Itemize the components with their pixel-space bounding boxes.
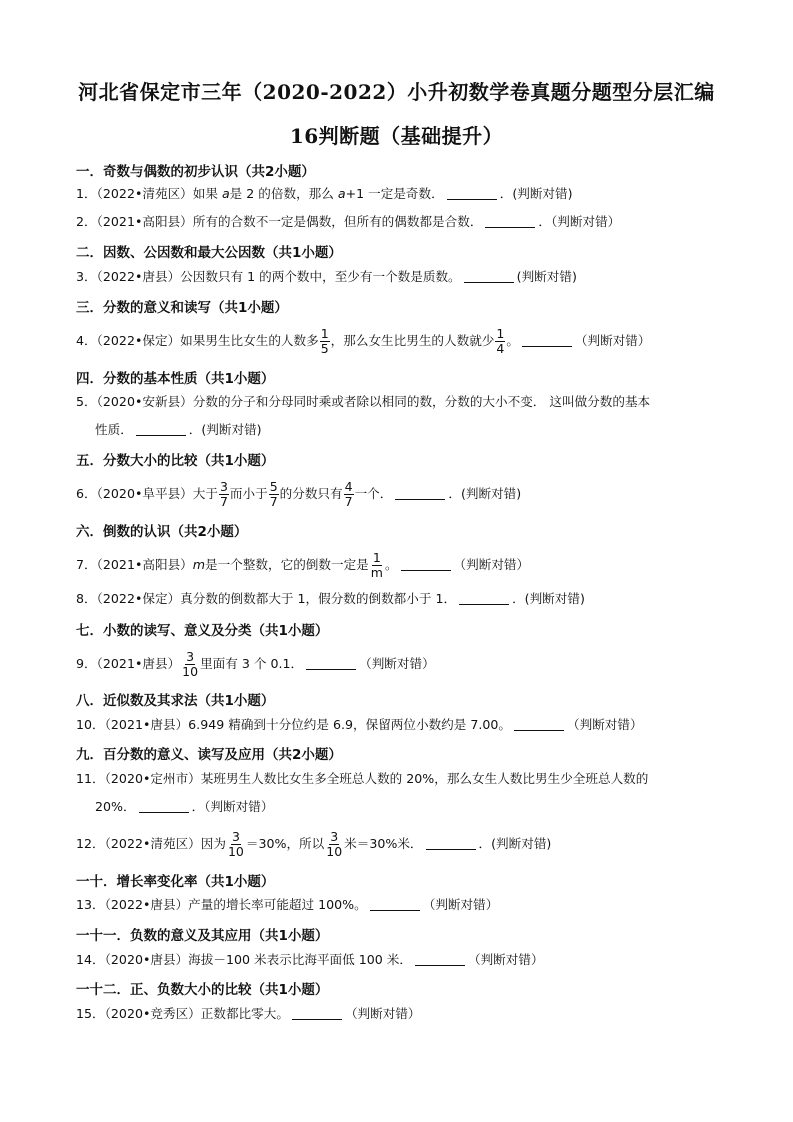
question-6: 6．（2020•阜平县）大于 $\frac{3}{7}$ 而小于 $\frac{5}{7}$ 的分数只有 $\frac{4}{7}$ 一个． ．(判断对错) [76,479,522,509]
page-title: 河北省保定市三年（2020-2022）小升初数学卷真题分题型分层汇编 [78,80,715,104]
fraction: $\frac{3}{10}$ [326,829,343,859]
fraction: $\frac{3}{10}$ [227,829,244,859]
section-heading: 一十一．负数的意义及其应用（共1小题） [76,928,329,944]
section-heading: 三．分数的意义和读写（共1小题） [76,300,288,316]
answer-blank[interactable] [522,332,572,347]
answer-blank[interactable] [401,556,451,571]
fraction: $\frac{4}{7}$ [344,479,353,509]
answer-blank[interactable] [370,896,420,911]
section-heading: 二．因数、公因数和最大公因数（共1小题） [76,245,342,261]
question-5-continued: 性质． ．(判断对错) [95,422,262,437]
fraction: $\frac{3}{10}$ [182,649,199,679]
fraction: $\frac{5}{7}$ [269,479,278,509]
section-heading: 八．近似数及其求法（共1小题） [76,693,275,709]
answer-blank[interactable] [306,655,356,670]
section-heading: 一十二．正、负数大小的比较（共1小题） [76,982,329,998]
fraction: $\frac{1}{5}$ [320,326,329,356]
question-13: 13．（2022•唐县）产量的增长率可能超过 100%。 （判断对错） [76,897,499,912]
fraction: $\frac{1}{m}$ [370,550,383,580]
answer-blank[interactable] [447,185,497,200]
answer-blank[interactable] [136,421,186,436]
answer-blank[interactable] [459,590,509,605]
answer-blank[interactable] [292,1005,342,1020]
section-heading: 一十．增长率变化率（共1小题） [76,874,275,890]
answer-blank[interactable] [139,798,189,813]
question-9: 9．（2021•唐县） $\frac{3}{10}$ 里面有 3 个 0.1． （判断对错） [76,649,435,679]
question-15: 15．（2020•竞秀区）正数都比零大。 （判断对错） [76,1006,421,1021]
question-4: 4．（2022•保定）如果男生比女生的人数多 $\frac{1}{5}$ ，那么女生比男生的人数就少 $\frac{1}{4}$ 。 （判断对错） [76,326,651,356]
question-2: 2．（2021•高阳县）所有的合数不一定是偶数，但所有的偶数都是合数． ．（判断对错） [76,214,621,229]
question-1: 1．（2022•清苑区）如果 a是 2 的倍数，那么 a+1 一定是奇数． ．(判断对错) [76,186,573,201]
question-5: 5．（2020•安新县）分数的分子和分母同时乘或者除以相同的数，分数的大小不变． 这叫做分数的基本 [76,394,651,409]
answer-blank[interactable] [395,485,445,500]
fraction: $\frac{3}{7}$ [219,479,228,509]
question-3: 3．（2022•唐县）公因数只有 1 的两个数中，至少有一个数是质数。 (判断对错) [76,269,577,284]
question-8: 8．（2022•保定）真分数的倒数都大于 1，假分数的倒数都小于 1． ．(判断对错) [76,591,585,606]
section-heading: 四．分数的基本性质（共1小题） [76,371,275,387]
question-7: 7．（2021•高阳县）m是一个整数，它的倒数一定是 $\frac{1}{m}$ 。 （判断对错） [76,550,530,580]
question-10: 10．（2021•唐县）6.949 精确到十分位约是 6.9，保留两位小数约是 7.00。 （判断对错） [76,717,643,732]
question-14: 14．（2020•唐县）海拔－100 米表示比海平面低 100 米． （判断对错） [76,952,544,967]
answer-blank[interactable] [464,268,514,283]
section-heading: 七．小数的读写、意义及分类（共1小题） [76,623,329,639]
section-heading: 一．奇数与偶数的初步认识（共2小题） [76,164,315,180]
section-heading: 五．分数大小的比较（共1小题） [76,453,275,469]
question-11-continued: 20%． ．（判断对错） [95,799,274,814]
question-11: 11．（2020•定州市）某班男生人数比女生多全班总人数的 20%，那么女生人数比男生少全班总人数的 [76,771,649,786]
page-subtitle: 16判断题（基础提升） [289,124,504,148]
section-heading: 六．倒数的认识（共2小题） [76,524,248,540]
question-12: 12．（2022•清苑区）因为 $\frac{3}{10}$ ＝30%，所以 $\frac{3}{10}$ 米＝30%米． ．(判断对错) [76,829,552,859]
answer-blank[interactable] [514,716,564,731]
answer-blank[interactable] [415,951,465,966]
answer-blank[interactable] [485,213,535,228]
section-heading: 九．百分数的意义、读写及应用（共2小题） [76,747,342,763]
fraction: $\frac{1}{4}$ [496,326,505,356]
answer-blank[interactable] [426,835,476,850]
